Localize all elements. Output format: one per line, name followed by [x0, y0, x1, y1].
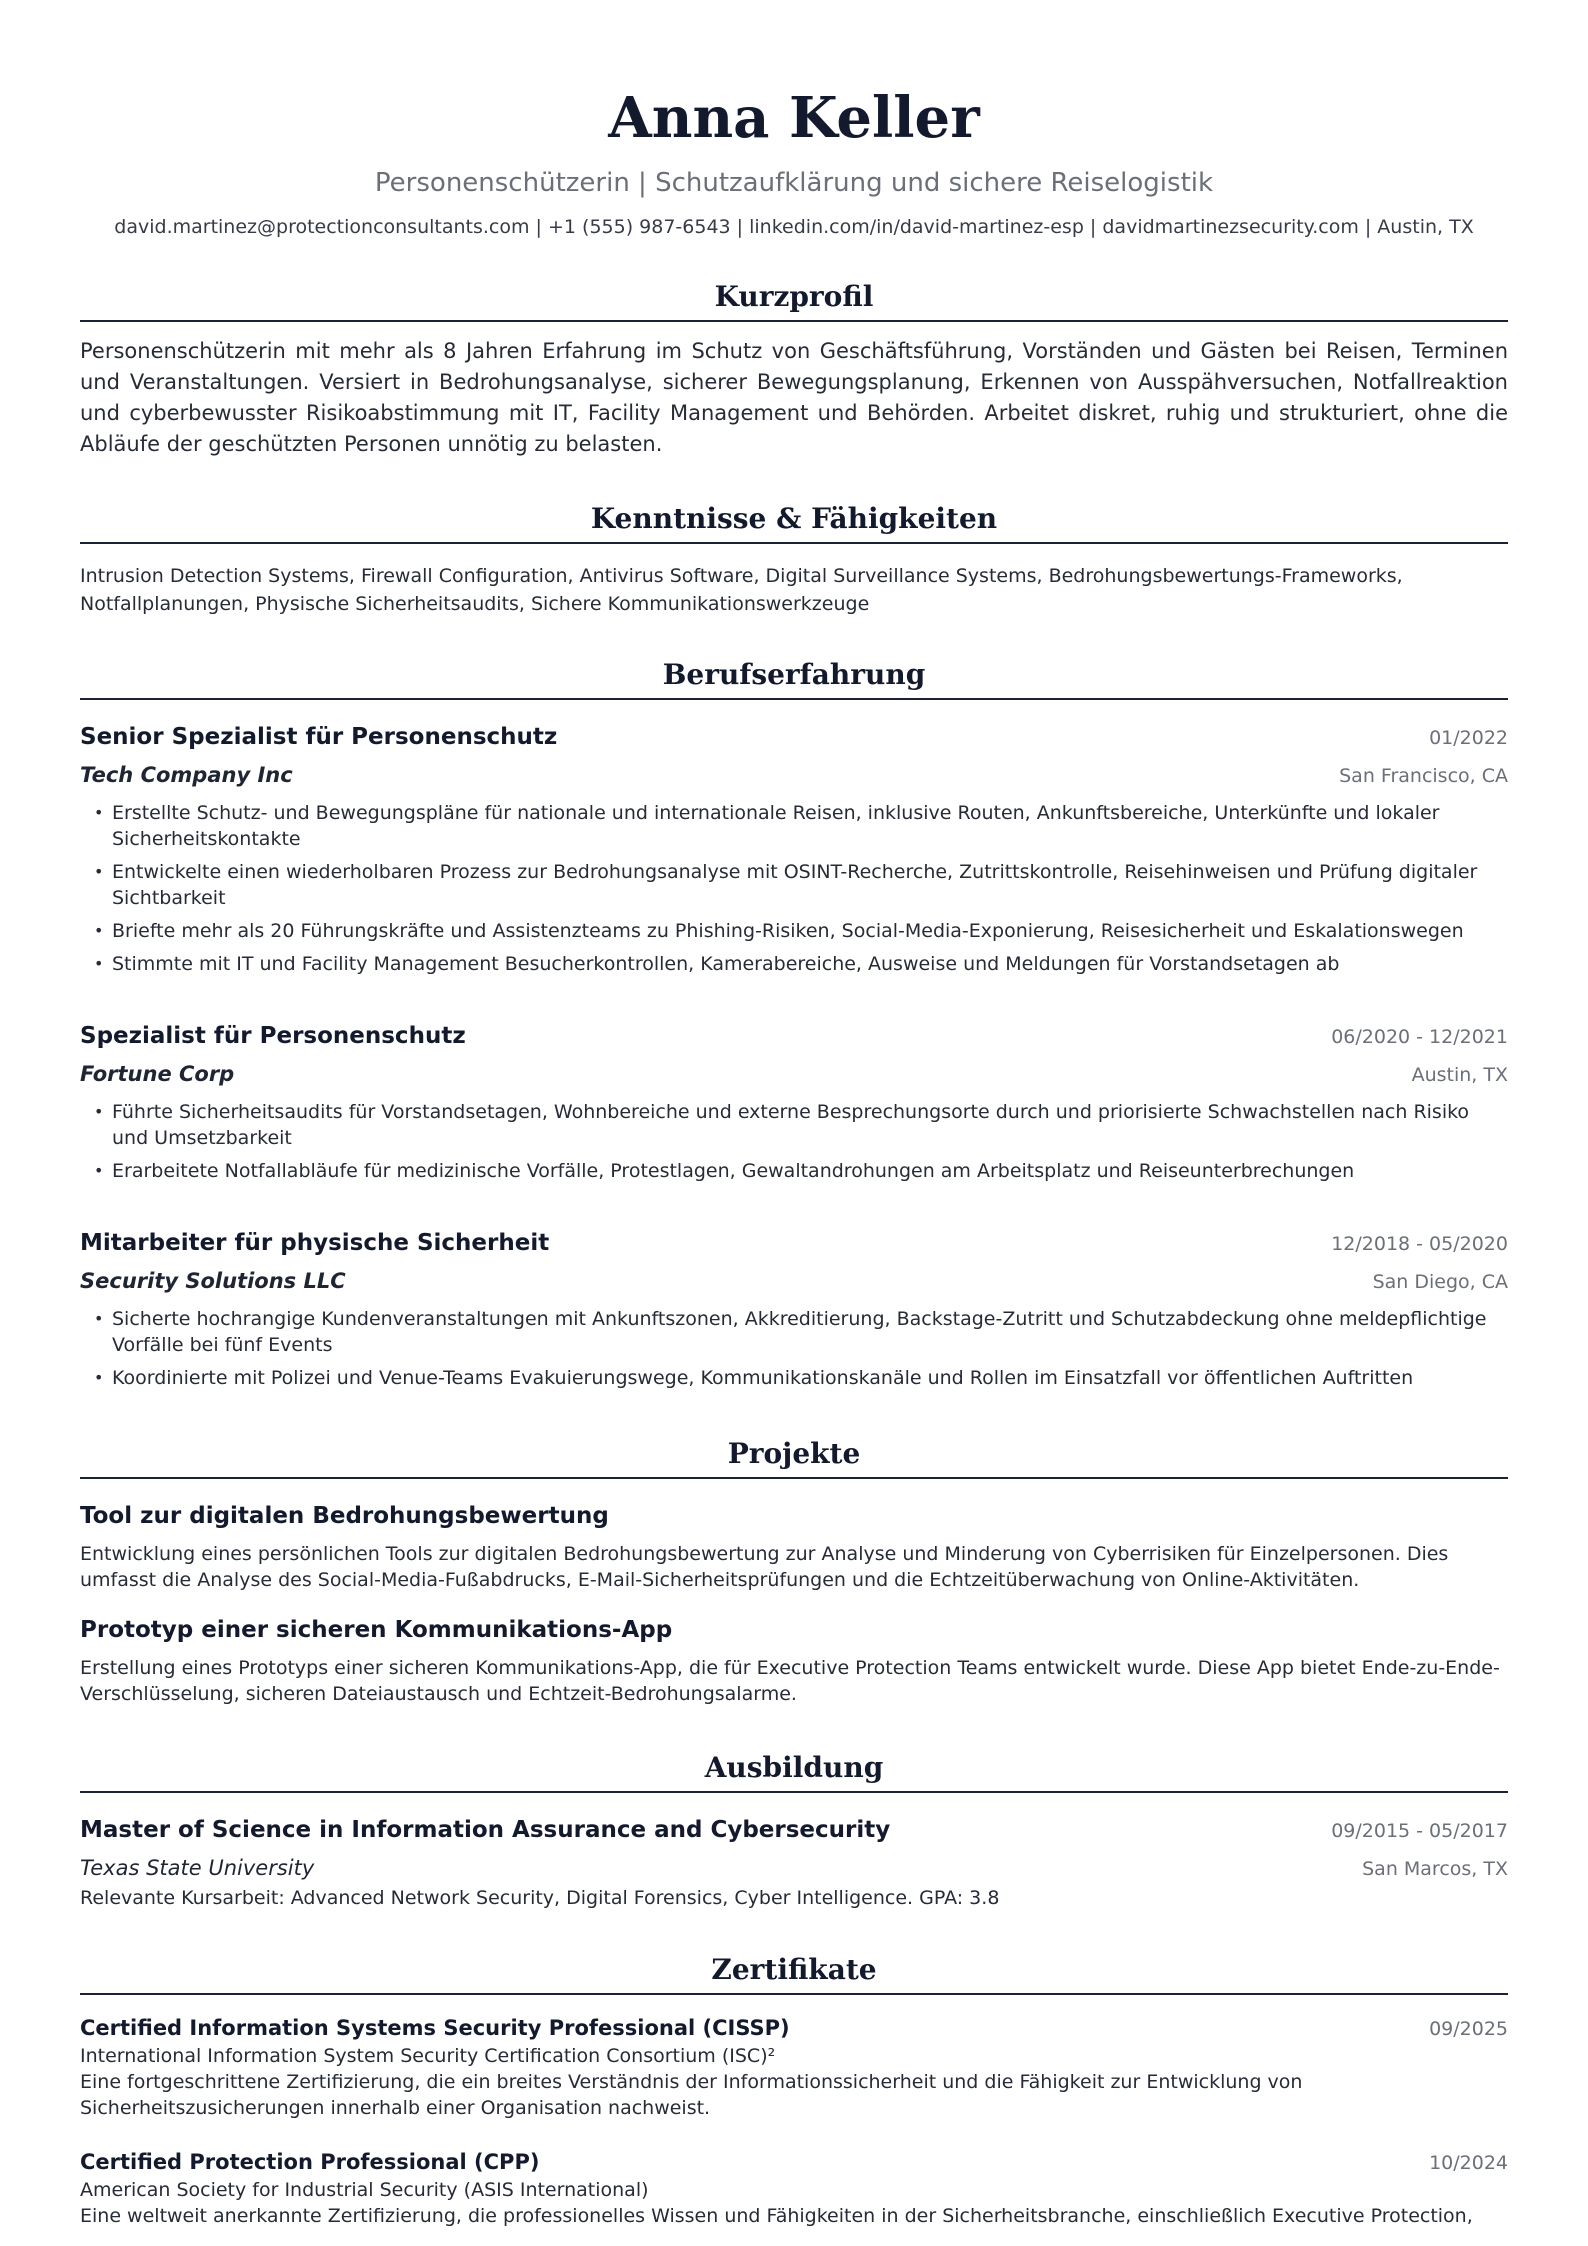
- skills-section: [80, 502, 1508, 618]
- project-title: Prototyp einer sicheren Kommunikations-App: [80, 1617, 673, 1643]
- job-bullets: [80, 800, 1508, 977]
- project-description: Entwicklung eines persönlichen Tools zur digitalen Bedrohungsbewertung zur Analyse und Minderung von Cyberrisiken für Einzelpersonen. Dies umfasst die Analyse des Social-Media-Fußabdrucks, E-Mail-Sicherheitsprüfungen und die Echtzeitüberwachung von Online-Aktivitäten.: [80, 1543, 1449, 1591]
- project-entry: [80, 1613, 1508, 1707]
- certificate-date: 09/2025: [1429, 2018, 1508, 2040]
- job-date: 01/2022: [1429, 727, 1508, 749]
- job-location: Austin, TX: [1411, 1064, 1508, 1086]
- candidate-name: Anna Keller: [608, 85, 980, 151]
- section-title-profile: Kurzprofil: [80, 280, 1508, 322]
- education-entry: [80, 1813, 1508, 1911]
- job-bullet: • Koordinierte mit Polizei und Venue-Teams Evakuierungswege, Kommunikationskanäle und Rollen im Einsatzfall vor öffentlichen Auftritten: [80, 1365, 1508, 1391]
- job-title: Spezialist für Personenschutz: [80, 1023, 466, 1049]
- section-title-skills: Kenntnisse & Fähigkeiten: [80, 502, 1508, 544]
- job-bullet: • Briefte mehr als 20 Führungskräfte und Assistenzteams zu Phishing-Risiken, Social-Media-Exponierung, Reisesicherheit und Eskalationswegen: [80, 918, 1508, 944]
- project-title: Tool zur digitalen Bedrohungsbewertung: [80, 1503, 609, 1529]
- projects-section: [80, 1437, 1508, 1707]
- certificate-description: Eine fortgeschrittene Zertifizierung, die ein breites Verständnis der Informationssicherheit und die Fähigkeit zur Entwicklung von Sicherheitszusicherungen innerhalb einer Organisation nachweist.: [80, 2071, 1303, 2119]
- certificates-section: [80, 1953, 1508, 2229]
- degree-title: Master of Science in Information Assurance and Cybersecurity: [80, 1817, 891, 1843]
- certificate-title: Certified Information Systems Security Professional (CISSP): [80, 2016, 790, 2040]
- job-title: Senior Spezialist für Personenschutz: [80, 724, 558, 750]
- job-bullet: • Sicherte hochrangige Kundenveranstaltungen mit Ankunftszonen, Akkreditierung, Backstage-Zutritt und Schutzabdeckung ohne meldepflichtige Vorfälle bei fünf Events: [80, 1306, 1508, 1358]
- certificate-issuer: American Society for Industrial Security (ASIS International): [80, 2179, 649, 2201]
- school-name: Texas State University: [80, 1856, 315, 1880]
- job-bullet: • Führte Sicherheitsaudits für Vorstandsetagen, Wohnbereiche und externe Besprechungsorte durch und priorisierte Schwachstellen nach Risiko und Umsetzbarkeit: [80, 1099, 1508, 1151]
- school-location: San Marcos, TX: [1362, 1858, 1508, 1880]
- job-bullet: • Erstellte Schutz- und Bewegungspläne für nationale und internationale Reisen, inklusive Routen, Ankunftsbereiche, Unterkünfte und lokaler Sicherheitskontakte: [80, 800, 1508, 852]
- project-entry: [80, 1499, 1508, 1593]
- certificate-issuer: International Information System Security Certification Consortium (ISC)²: [80, 2045, 776, 2067]
- job-date: 12/2018 - 05/2020: [1331, 1233, 1508, 1255]
- job-company: Fortune Corp: [80, 1062, 235, 1086]
- section-title-certificates: Zertifikate: [80, 1953, 1508, 1995]
- experience-section: [80, 658, 1508, 1391]
- job-bullets: [80, 1099, 1508, 1184]
- job-bullet: • Entwickelte einen wiederholbaren Prozess zur Bedrohungsanalyse mit OSINT-Recherche, Zutrittskontrolle, Reisehinweisen und Prüfung digitaler Sichtbarkeit: [80, 859, 1508, 911]
- job-date: 06/2020 - 12/2021: [1331, 1026, 1508, 1048]
- job-title: Mitarbeiter für physische Sicherheit: [80, 1230, 550, 1256]
- education-date: 09/2015 - 05/2017: [1331, 1820, 1508, 1842]
- skills-text: Intrusion Detection Systems, Firewall Configuration, Antivirus Software, Digital Surveillance Systems, Bedrohungsbewertungs-Frameworks, Notfallplanungen, Physische Sicherheitsaudits, Sichere Kommunikationswerkzeuge: [80, 565, 1403, 615]
- job-bullet: • Stimmte mit IT und Facility Management Besucherkontrollen, Kamerabereiche, Ausweise und Meldungen für Vorstandsetagen ab: [80, 951, 1508, 977]
- profile-section: [80, 280, 1508, 460]
- section-title-experience: Berufserfahrung: [80, 658, 1508, 700]
- job-bullet: • Erarbeitete Notfallabläufe für medizinische Vorfälle, Protestlagen, Gewaltandrohungen am Arbeitsplatz und Reiseunterbrechungen: [80, 1158, 1508, 1184]
- contact-line: david.martinez@protectionconsultants.com | +1 (555) 987-6543 | linkedin.com/in/david-martinez-esp | davidmartinezsecurity.com | Austin, TX: [114, 216, 1474, 238]
- certificate-description: Eine weltweit anerkannte Zertifizierung, die professionelles Wissen und Fähigkeiten in der Sicherheitsbranche, einschließlich Executive Protection,: [80, 2205, 1473, 2227]
- job-entry: [80, 720, 1508, 977]
- job-location: San Francisco, CA: [1339, 765, 1508, 787]
- education-section: [80, 1751, 1508, 1911]
- project-description: Erstellung eines Prototyps einer sicheren Kommunikations-App, die für Executive Protection Teams entwickelt wurde. Diese App bietet Ende-zu-Ende-Verschlüsselung, sicheren Dateiaustausch und Echtzeit-Bedrohungsalarme.: [80, 1657, 1500, 1705]
- headline: Personenschützerin | Schutzaufklärung und sichere Reiselogistik: [374, 168, 1214, 198]
- certificate-entry: [80, 2147, 1508, 2229]
- job-bullets: [80, 1306, 1508, 1391]
- job-company: Security Solutions LLC: [80, 1269, 346, 1293]
- certificate-title: Certified Protection Professional (CPP): [80, 2150, 540, 2174]
- section-title-education: Ausbildung: [80, 1751, 1508, 1793]
- job-entry: [80, 1019, 1508, 1184]
- profile-text: Personenschützerin mit mehr als 8 Jahren Erfahrung im Schutz von Geschäftsführung, Vorständen und Gästen bei Reisen, Terminen und Veranstaltungen. Versiert in Bedrohungsanalyse, sicherer Bewegungsplanung, Erkennen von Ausspähversuchen, Notfallreaktion und cyberbewusster Risikoabstimmung mit IT, Facility Management und Behörden. Arbeitet diskret, ruhig und strukturiert, ohne die Abläufe der geschützten Personen unnötig zu belasten.: [80, 339, 1508, 456]
- certificate-entry: [80, 2013, 1508, 2121]
- job-entry: [80, 1226, 1508, 1391]
- certificate-date: 10/2024: [1429, 2152, 1508, 2174]
- coursework: Relevante Kursarbeit: Advanced Network Security, Digital Forensics, Cyber Intelligence. GPA: 3.8: [80, 1887, 1000, 1909]
- section-title-projects: Projekte: [80, 1437, 1508, 1479]
- job-company: Tech Company Inc: [80, 763, 293, 787]
- job-location: San Diego, CA: [1372, 1271, 1508, 1293]
